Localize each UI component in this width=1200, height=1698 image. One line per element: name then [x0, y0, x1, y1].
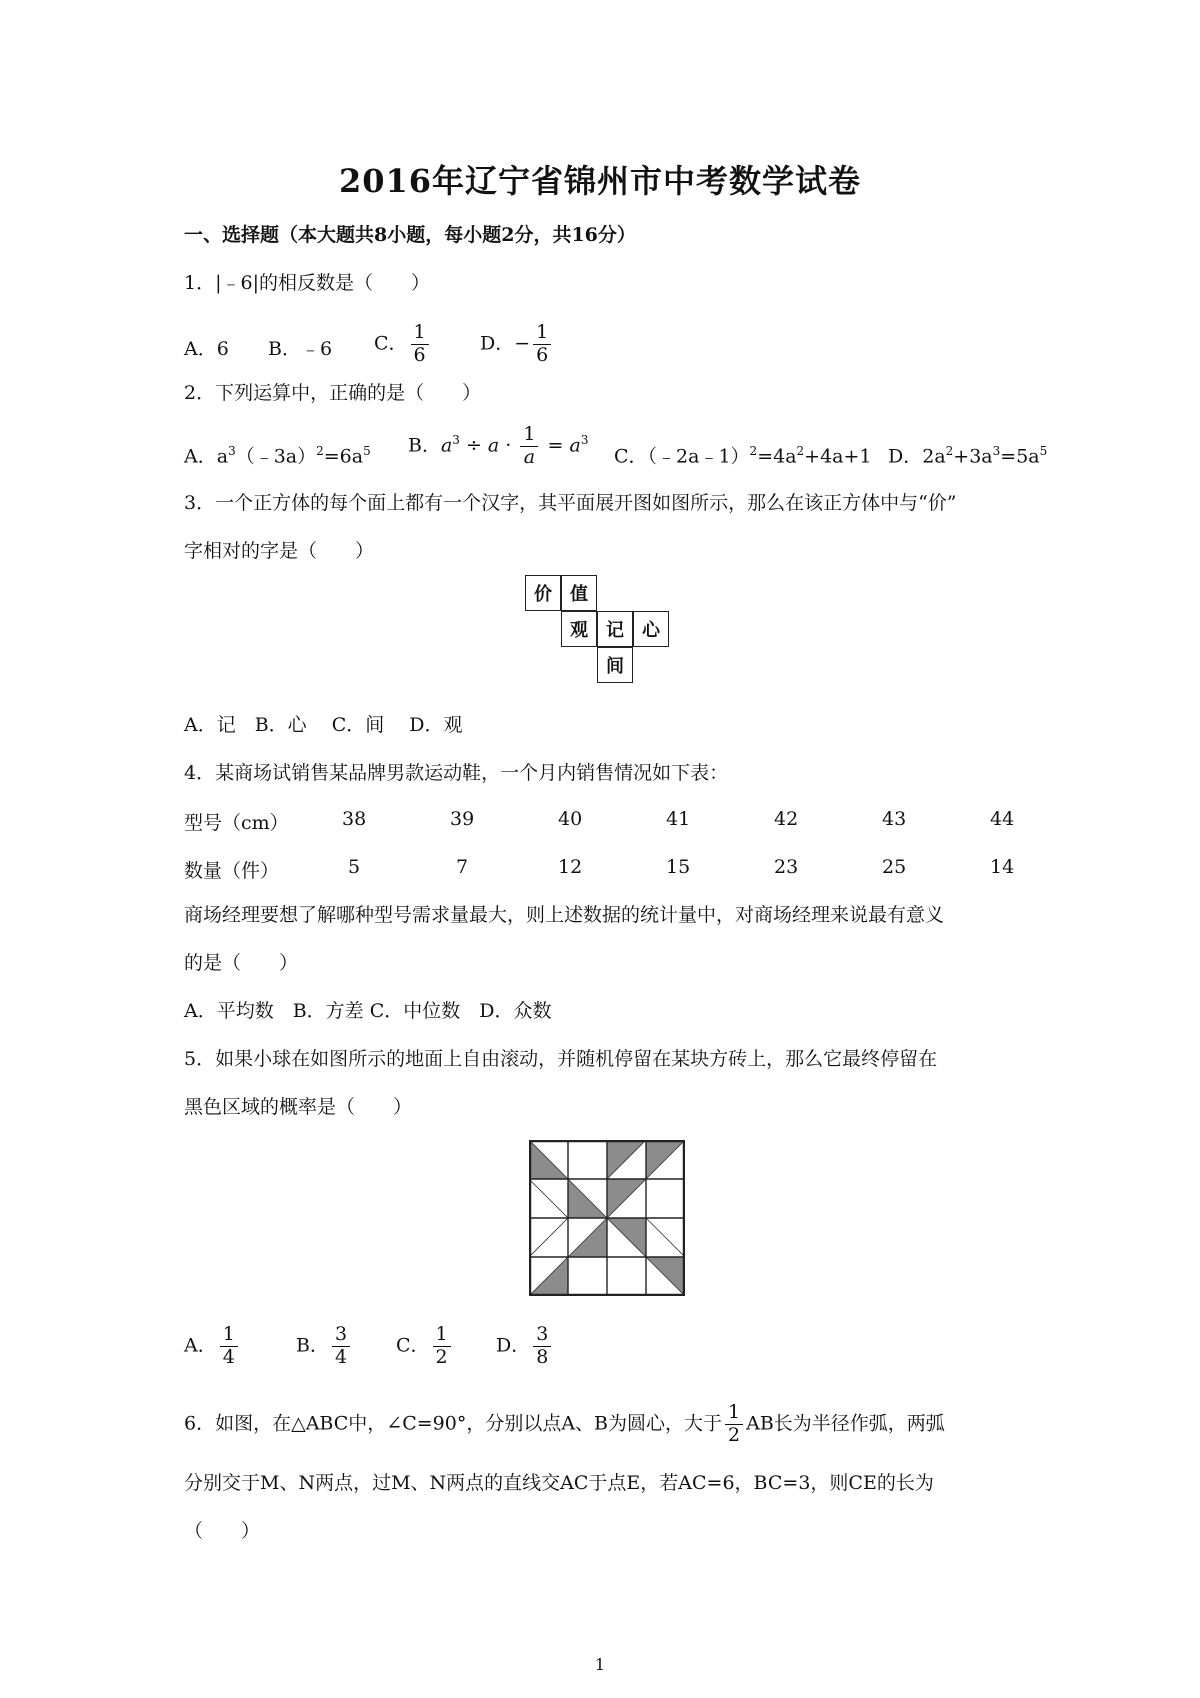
q1-option-d-fraction: $\frac{1}{6}$: [533, 322, 551, 367]
net-cell-jia: 价: [525, 575, 561, 611]
q4-stem: 4．某商场试销售某品牌男款运动鞋，一个月内销售情况如下表：: [184, 762, 729, 784]
q5-stem-line1: 5．如果小球在如图所示的地面上自由滚动，并随机停留在某块方砖上，那么它最终停留在: [184, 1048, 938, 1070]
q3-stem-line2: 字相对的字是（ ）: [184, 540, 375, 562]
table-cell: 43: [882, 808, 907, 830]
table-cell: 23: [774, 856, 799, 878]
net-cell-xin: 心: [633, 611, 669, 647]
net-cell-jian: 间: [597, 647, 633, 683]
table-cell: 39: [450, 808, 475, 830]
q1-option-a: A．6: [184, 338, 229, 360]
floor-tile-figure: [529, 1140, 685, 1296]
table-cell: 38: [342, 808, 367, 830]
net-cell-ji: 记: [597, 611, 633, 647]
q4-table-row-size: [184, 808, 1014, 834]
net-cell-zhi: 值: [561, 575, 597, 611]
table-cell: 5: [348, 856, 361, 878]
q2-option-b-fraction: $\frac{1}{a}$: [520, 424, 538, 469]
q5-option-b-fraction: $\frac{3}{4}$: [332, 1324, 350, 1369]
section-heading: 一、选择题（本大题共8小题，每小题2分，共16分）: [184, 224, 636, 246]
q5-option-d: D． $\frac{3}{8}$: [496, 1324, 554, 1369]
q5-option-b: B． $\frac{3}{4}$: [296, 1324, 353, 1369]
q2-option-a: A．$a^3(﹣3a)^2=6a^5$: [184, 444, 371, 468]
q5-stem-line2: 黑色区域的概率是（ ）: [184, 1096, 413, 1118]
q6-fraction-half: $\frac{1}{2}$: [725, 1402, 743, 1447]
q2-stem: 2．下列运算中，正确的是（ ）: [184, 382, 482, 404]
q6-stem-line2: 分别交于M、N两点，过M、N两点的直线交AC于点E，若AC=6，BC=3，则CE的长为: [184, 1472, 934, 1494]
q4-text-line2: 的是（ ）: [184, 952, 299, 974]
q4-row-label-quantity: 数量（件）: [184, 860, 280, 882]
q2-option-c: C．$(﹣2a﹣1)^2=4a^2+4a+1$: [614, 444, 872, 468]
q4-table-row-quantity: [184, 856, 1014, 882]
page-number: 1: [594, 1655, 606, 1674]
table-cell: 41: [666, 808, 691, 830]
page-title: 2016年辽宁省锦州市中考数学试卷: [338, 162, 862, 200]
q1-option-c-fraction: $\frac{1}{6}$: [411, 322, 429, 367]
q1-option-b: B．﹣6: [268, 338, 333, 360]
q6-stem-line3: （ ）: [184, 1520, 261, 1542]
table-cell: 44: [990, 808, 1015, 830]
table-cell: 40: [558, 808, 583, 830]
q6-stem-line1: 6．如图，在△ABC中，∠C=90°，分别以点A、B为圆心，大于 $\frac{1}{2}$ AB长为半径作弧，两弧: [184, 1401, 945, 1446]
table-cell: 42: [774, 808, 799, 830]
q2-option-b: B．$a^3 \div a$ · $\frac{1}{a}$ = $a^3$: [408, 423, 589, 468]
net-cell-guan: 观: [561, 611, 597, 647]
table-cell: 7: [456, 856, 469, 878]
q5-option-a: A． $\frac{1}{4}$: [184, 1324, 241, 1369]
q5-option-a-fraction: $\frac{1}{4}$: [220, 1324, 238, 1369]
table-cell: 25: [882, 856, 907, 878]
q1-option-c: C． $\frac{1}{6}$: [374, 322, 432, 367]
q3-stem-line1: 3．一个正方体的每个面上都有一个汉字，其平面展开图如图所示，那么在该正方体中与“价”: [184, 492, 957, 514]
q5-option-c: C． $\frac{1}{2}$: [396, 1324, 454, 1369]
q3-options: A．记 B．心 C．间 D．观: [184, 714, 463, 736]
q5-option-c-fraction: $\frac{1}{2}$: [433, 1324, 451, 1369]
cube-net-figure: [525, 575, 680, 693]
q4-row-label-size: 型号（cm）: [184, 812, 289, 834]
table-cell: 14: [990, 856, 1015, 878]
q5-option-d-fraction: $\frac{3}{8}$: [533, 1324, 551, 1369]
q1-stem: 1．|﹣6|的相反数是（ ）: [184, 272, 430, 294]
q1-option-d: D．− $\frac{1}{6}$: [480, 322, 554, 367]
table-cell: 12: [558, 856, 583, 878]
q4-text-line1: 商场经理要想了解哪种型号需求量最大，则上述数据的统计量中，对商场经理来说最有意义: [184, 904, 945, 926]
table-cell: 15: [666, 856, 691, 878]
q2-option-d: D．$2a^2+3a^3=5a^5$: [888, 444, 1048, 468]
q4-options: A．平均数 B．方差 C．中位数 D．众数: [184, 1000, 552, 1022]
